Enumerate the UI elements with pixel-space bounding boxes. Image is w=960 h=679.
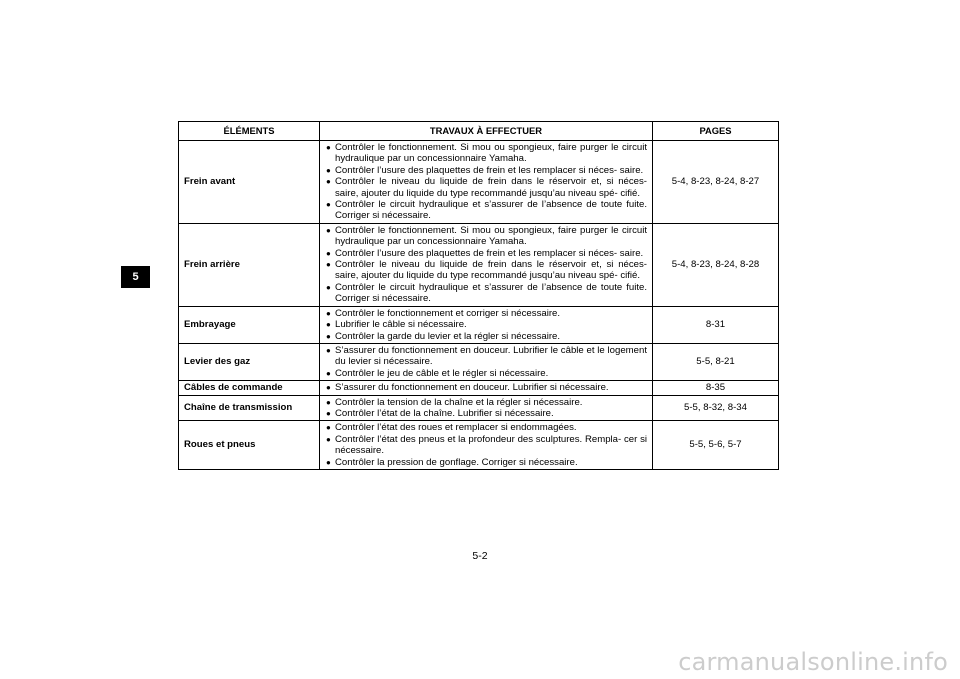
table-row bbox=[179, 141, 779, 224]
task-item bbox=[326, 434, 647, 457]
task-item bbox=[326, 308, 647, 319]
bullet-icon: ● bbox=[326, 331, 331, 341]
header-elements: ÉLÉMENTS bbox=[179, 122, 320, 141]
bullet-icon: ● bbox=[326, 308, 331, 318]
task-text: Contrôler la pression de gonflage. Corriger si nécessaire. bbox=[335, 456, 578, 468]
task-list bbox=[326, 142, 647, 222]
task-item bbox=[326, 331, 647, 342]
task-text: Contrôler l’usure des plaquettes de frein et les remplacer si néces- saire. bbox=[335, 247, 644, 259]
task-text: Contrôler le circuit hydraulique et s’assurer de l’absence de toute fuite. Corriger si nécessaire. bbox=[335, 199, 647, 222]
task-text: Contrôler l’usure des plaquettes de frein et les remplacer si néces- saire. bbox=[335, 164, 644, 176]
bullet-icon: ● bbox=[326, 320, 331, 330]
watermark: carmanualsonline.info bbox=[678, 648, 948, 676]
table-row bbox=[179, 306, 779, 343]
element-cell: Embrayage bbox=[179, 306, 320, 343]
task-text: Contrôler le circuit hydraulique et s’assurer de l’absence de toute fuite. Corriger si nécessaire. bbox=[335, 281, 647, 305]
task-text: Contrôler le fonctionnement. Si mou ou spongieux, faire purger le circuit hydraulique par un concessionnaire Yamaha. bbox=[335, 224, 647, 248]
tasks-cell bbox=[320, 343, 653, 380]
header-tasks: TRAVAUX À EFFECTUER bbox=[320, 122, 653, 141]
table-row bbox=[179, 223, 779, 306]
task-item bbox=[326, 368, 647, 379]
bullet-icon: ● bbox=[326, 368, 331, 378]
task-item bbox=[326, 176, 647, 199]
task-item bbox=[326, 282, 647, 305]
task-item bbox=[326, 345, 647, 368]
tasks-cell bbox=[320, 381, 653, 395]
bullet-icon: ● bbox=[326, 165, 331, 175]
table-row bbox=[179, 343, 779, 380]
bullet-icon: ● bbox=[326, 177, 331, 187]
table-row bbox=[179, 421, 779, 470]
tasks-cell bbox=[320, 395, 653, 421]
task-text: Contrôler la garde du levier et la régler si nécessaire. bbox=[335, 330, 561, 342]
pages-cell: 8-35 bbox=[653, 381, 779, 395]
element-cell: Chaîne de transmission bbox=[179, 395, 320, 421]
header-pages: PAGES bbox=[653, 122, 779, 141]
bullet-icon: ● bbox=[326, 397, 331, 407]
task-item bbox=[326, 142, 647, 165]
task-item bbox=[326, 165, 647, 176]
task-text: Contrôler l’état des roues et remplacer si endommagées. bbox=[335, 422, 577, 434]
task-text: Contrôler le fonctionnement et corriger si nécessaire. bbox=[335, 307, 561, 319]
task-text: S’assurer du fonctionnement en douceur. Lubrifier si nécessaire. bbox=[335, 382, 609, 394]
bullet-icon: ● bbox=[326, 282, 331, 292]
task-item bbox=[326, 259, 647, 282]
table-header-row bbox=[179, 122, 779, 141]
pages-cell: 5-5, 5-6, 5-7 bbox=[653, 421, 779, 470]
element-cell: Câbles de commande bbox=[179, 381, 320, 395]
tasks-cell bbox=[320, 306, 653, 343]
task-text: Contrôler la tension de la chaîne et la régler si nécessaire. bbox=[335, 396, 583, 408]
task-text: Contrôler l’état de la chaîne. Lubrifier si nécessaire. bbox=[335, 407, 554, 419]
bullet-icon: ● bbox=[326, 383, 331, 393]
task-text: S’assurer du fonctionnement en douceur. Lubrifier le câble et le logement du levier si nécessaire. bbox=[335, 344, 647, 368]
task-list bbox=[326, 397, 647, 420]
element-cell: Frein avant bbox=[179, 141, 320, 224]
table-row bbox=[179, 381, 779, 395]
task-list bbox=[326, 382, 647, 393]
bullet-icon: ● bbox=[326, 423, 331, 433]
bullet-icon: ● bbox=[326, 434, 331, 444]
task-item bbox=[326, 248, 647, 259]
task-text: Contrôler le jeu de câble et le régler si nécessaire. bbox=[335, 367, 549, 379]
page-number: 5-2 bbox=[472, 550, 488, 562]
pages-cell: 5-4, 8-23, 8-24, 8-28 bbox=[653, 223, 779, 306]
bullet-icon: ● bbox=[326, 225, 331, 235]
task-text: Contrôler l’état des pneus et la profondeur des sculptures. Rempla- cer si nécessaire. bbox=[335, 433, 647, 457]
tasks-cell bbox=[320, 223, 653, 306]
task-text: Contrôler le fonctionnement. Si mou ou spongieux, faire purger le circuit hydraulique par un concessionnaire Yamaha. bbox=[335, 142, 647, 165]
task-list bbox=[326, 225, 647, 305]
pages-cell: 5-4, 8-23, 8-24, 8-27 bbox=[653, 141, 779, 224]
element-cell: Roues et pneus bbox=[179, 421, 320, 470]
bullet-icon: ● bbox=[326, 248, 331, 258]
element-cell: Frein arrière bbox=[179, 223, 320, 306]
task-item bbox=[326, 457, 647, 468]
pages-cell: 5-5, 8-32, 8-34 bbox=[653, 395, 779, 421]
task-list bbox=[326, 345, 647, 379]
task-text: Contrôler le niveau du liquide de frein dans le réservoir et, si néces- saire, ajouter du liquide du type recommandé jusqu’au niveau spé- cifié. bbox=[335, 259, 647, 282]
bullet-icon: ● bbox=[326, 200, 331, 210]
task-item bbox=[326, 199, 647, 222]
task-item bbox=[326, 225, 647, 248]
pages-cell: 8-31 bbox=[653, 306, 779, 343]
task-text: Lubrifier le câble si nécessaire. bbox=[335, 319, 467, 331]
bullet-icon: ● bbox=[326, 408, 331, 418]
bullet-icon: ● bbox=[326, 457, 331, 467]
bullet-icon: ● bbox=[326, 143, 331, 152]
tasks-cell bbox=[320, 421, 653, 470]
task-item bbox=[326, 397, 647, 408]
bullet-icon: ● bbox=[326, 260, 331, 270]
chapter-tab: 5 bbox=[121, 266, 150, 288]
task-text: Contrôler le niveau du liquide de frein dans le réservoir et, si néces- saire, ajouter du liquide du type recommandé jusqu’au niveau spé- cifié. bbox=[335, 176, 647, 199]
maintenance-table bbox=[178, 121, 779, 470]
element-cell: Levier des gaz bbox=[179, 343, 320, 380]
task-item bbox=[326, 422, 647, 433]
task-list bbox=[326, 422, 647, 468]
task-item bbox=[326, 382, 647, 393]
bullet-icon: ● bbox=[326, 345, 331, 355]
pages-cell: 5-5, 8-21 bbox=[653, 343, 779, 380]
table-row bbox=[179, 395, 779, 421]
tasks-cell bbox=[320, 141, 653, 224]
task-item bbox=[326, 408, 647, 419]
task-list bbox=[326, 308, 647, 342]
task-item bbox=[326, 319, 647, 330]
